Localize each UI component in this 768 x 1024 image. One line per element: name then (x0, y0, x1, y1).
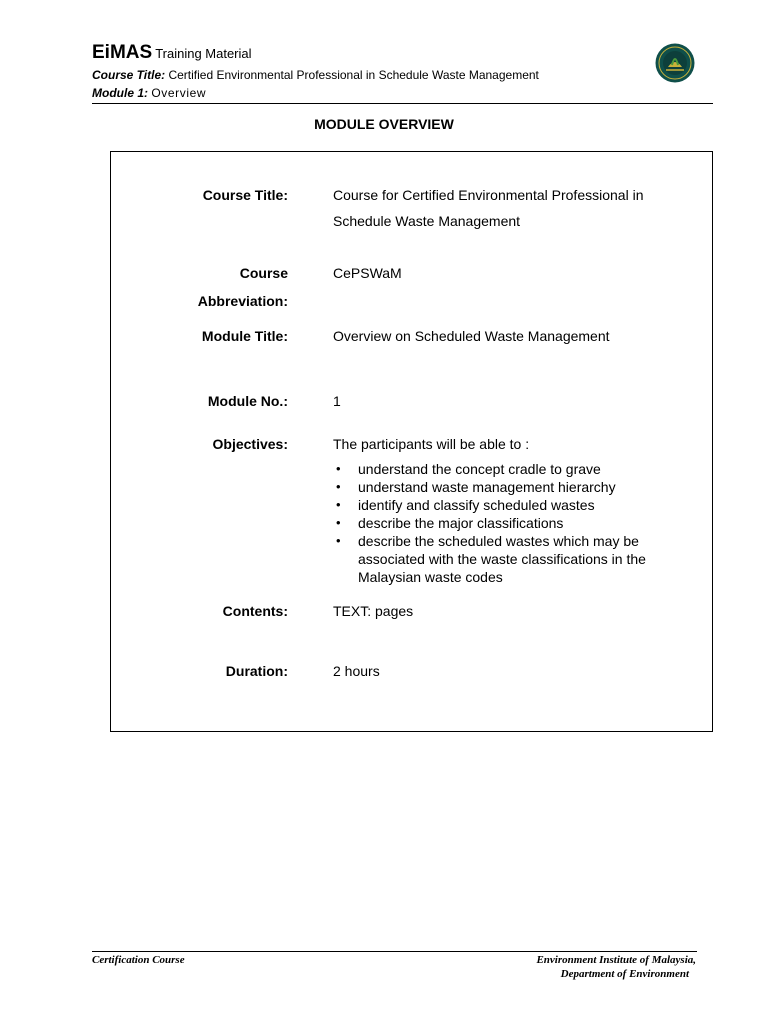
footer-left-text: Certification Course (92, 954, 185, 966)
list-item (333, 532, 646, 586)
contents-value: TEXT: pages (333, 603, 414, 619)
header-brand-line (92, 42, 252, 64)
course-title-value-line1: Course for Certified Environmental Professional in (333, 187, 644, 203)
course-title-value-line2: Schedule Waste Management (333, 213, 521, 229)
course-abbreviation-label-line1: Course (239, 265, 288, 281)
list-item: • understand the concept cradle to grave (333, 460, 646, 478)
list-item: • describe the major classifications (333, 514, 646, 532)
module-number-label: Module No.: (207, 393, 288, 409)
objectives-label: Objectives: (212, 436, 288, 452)
header-course-title (92, 68, 539, 82)
footer-right-line1: Environment Institute of Malaysia, (536, 954, 696, 966)
header-module-key: Module 1: (92, 86, 148, 100)
footer-divider (92, 951, 697, 952)
module-title-label: Module Title: (201, 328, 288, 344)
module-title-value: Overview on Scheduled Waste Management (333, 328, 610, 344)
duration-value: 2 hours (333, 663, 380, 679)
header-module-value: Overview (151, 86, 207, 100)
brand-name: EiMAS (92, 42, 153, 63)
footer-right-line2: Department of Environment (560, 968, 689, 980)
header-divider (92, 103, 713, 104)
contents-label: Contents: (222, 603, 288, 619)
course-abbreviation-value: CePSWaM (333, 265, 402, 281)
course-title-label: Course Title: (202, 187, 288, 203)
list-item-line: • describe the scheduled wastes which may be (358, 533, 639, 549)
header-course-title-key: Course Title: (92, 68, 166, 82)
list-item-line: associated with the waste classifications in the (358, 551, 646, 567)
brand-subtitle: Training Material (155, 46, 252, 61)
objectives-intro: The participants will be able to : (333, 436, 530, 452)
environment-institute-seal-icon (655, 43, 695, 83)
header-course-title-value: Certified Environmental Professional in Schedule Waste Management (168, 68, 539, 82)
header-module (92, 86, 206, 100)
page-title: MODULE OVERVIEW (314, 116, 454, 132)
duration-label: Duration: (225, 663, 288, 679)
course-abbreviation-label-line2: Abbreviation: (197, 293, 288, 309)
objectives-list (333, 460, 646, 586)
list-item-line: Malaysian waste codes (358, 569, 503, 585)
list-item: • identify and classify scheduled wastes (333, 496, 646, 514)
list-item: • understand waste management hierarchy (333, 478, 646, 496)
module-number-value: 1 (333, 393, 341, 409)
